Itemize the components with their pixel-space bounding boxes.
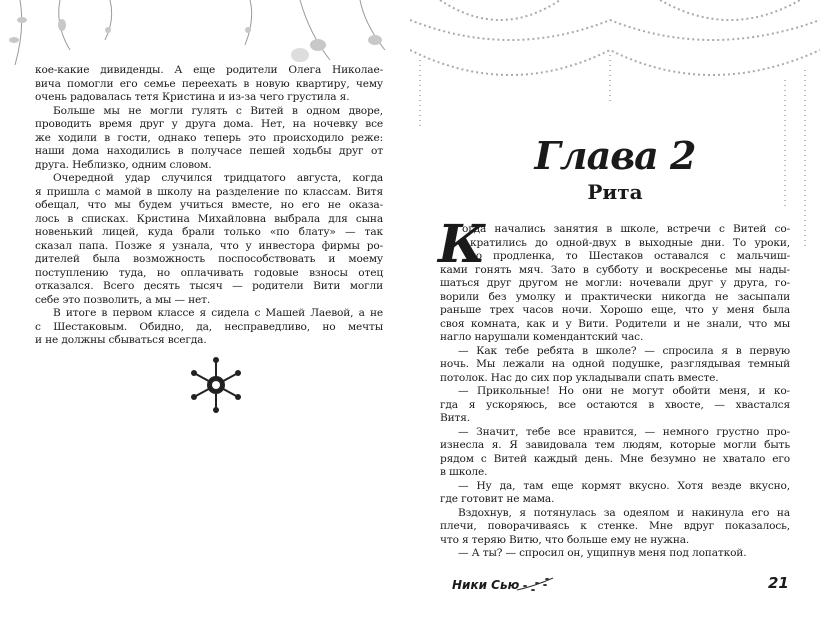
text-line: изнесла я. Я завидовала тем людям, которые могли быть	[440, 439, 790, 451]
snowflake-ornament-icon	[188, 357, 244, 413]
right-page	[410, 0, 820, 636]
text-line: В итоге в первом классе я сидела с Машей Лаевой, а не	[53, 307, 383, 319]
text-line: — Прикольные! Но они не могут обойти меня, и ко-	[458, 385, 790, 397]
text-line: плечи, поворачиваясь к стенке. Мне вдруг показалось,	[440, 520, 790, 532]
chapter-subtitle: Рита	[587, 180, 643, 204]
text-line: в школе.	[440, 466, 488, 478]
text-line: обещал, что мы будем учиться вместе, но его не оказа-	[35, 199, 383, 211]
text-line: что я теряю Витю, что больше ему не нужна.	[440, 533, 690, 546]
text-line: нагло нарушали комендантский час.	[440, 331, 644, 343]
text-line: себе это позволить, а мы — нет.	[35, 293, 211, 306]
text-line: гда я ускоряюсь, все остаются в хвосте, — хвастался	[440, 398, 790, 411]
text-line: — Ну да, там еще кормят вкусно. Хотя везде вкусно,	[458, 479, 790, 492]
text-line: поступлению туда, но оплачивать годовые взносы отец	[35, 266, 383, 279]
text-line: с Шестаковым. Обидно, да, несправедливо, но мечты	[35, 320, 383, 333]
text-line: очень радовалась тетя Кристина и из-за чего грустила я.	[35, 91, 350, 103]
botanical-decoration-icon	[0, 0, 410, 70]
text-line: дителей была возможность поспособствовать и моему	[35, 253, 383, 265]
text-line: новенький лицей, куда брали только «по блату» — так	[35, 226, 383, 238]
text-line: рядом с Витей каждый день. Мне безумно не хватало его	[440, 452, 790, 465]
text-line: Витя.	[440, 412, 471, 424]
text-line: отказался. Всего десять тысяч — родители Вити могли	[35, 280, 383, 292]
text-line: я пришла с мамой в школу на разделение по классам. Витя	[35, 185, 383, 198]
text-line: ночь. Мы лежали на одной подушке, разглядывая темный	[440, 358, 790, 370]
drop-cap: К	[438, 214, 486, 275]
text-line: — Значит, тебе все нравится, — немного грустно про-	[458, 425, 790, 438]
text-line: кратились до одной-двух в выходные дни. То уроки,	[470, 236, 790, 249]
text-line: где готовит не мама.	[440, 493, 555, 505]
text-line: ками гонять мяч. Зато в субботу и воскресенье мы нады-	[440, 263, 790, 276]
page-number: 21	[768, 574, 789, 592]
text-line: потолок. Нас до сих пор укладывали спать вместе.	[440, 371, 719, 384]
footer-author: Ники Сью	[452, 578, 520, 592]
text-line: же ходили в гости, однако теперь это происходило реже:	[35, 131, 383, 144]
text-line: своя комната, как и у Вити. Родители и не знали, что мы	[440, 317, 790, 330]
text-line: то продленка, то Шестаков оставался с мальчиш-	[470, 250, 790, 262]
text-line: ворили без умолку и практически никогда не засыпали	[440, 290, 790, 303]
text-line: кое-какие дивиденды. А еще родители Олега Николае-	[35, 64, 383, 76]
text-line: вича помогли его семье переехать в новую квартиру, чему	[35, 77, 383, 90]
text-line: — Как тебе ребята в школе? — спросила я в первую	[458, 344, 790, 357]
text-line: лось в списках. Кристина Михайловна выбрала для сына	[35, 212, 383, 225]
text-line: и не должны сбываться всегда.	[35, 334, 207, 346]
text-line: шаться друг другом не могли: ночевали друг у друга, го-	[440, 277, 790, 289]
text-line: — А ты? — спросил он, ущипнув меня под лопаткой.	[458, 547, 747, 559]
text-line: сказал папа. Позже я узнала, что у инвестора фирмы ро-	[35, 239, 383, 252]
text-line: Очередной удар случился тридцатого августа, когда	[53, 172, 383, 184]
chapter-title: Глава 2	[534, 133, 696, 178]
right-page-text	[438, 214, 790, 561]
sprig-ornament-icon	[515, 576, 555, 594]
text-line: друга. Неблизко, одним словом.	[35, 158, 212, 171]
left-page-text	[35, 64, 383, 348]
text-line: огда начались занятия в школе, встречи с Витей со-	[462, 223, 790, 235]
text-line: проводить время друг у друга дома. Нет, на ночевку все	[35, 118, 383, 130]
text-line: наши дома находились в получасе пешей ходьбы друг от	[35, 145, 383, 157]
text-line: Больше мы не могли гулять с Витей в одном дворе,	[53, 104, 383, 117]
text-line: раньше трех часов ночи. Хорошо еще, что у меня была	[440, 304, 790, 316]
text-line: Вздохнув, я потянулась за одеялом и накинула его на	[458, 506, 790, 519]
